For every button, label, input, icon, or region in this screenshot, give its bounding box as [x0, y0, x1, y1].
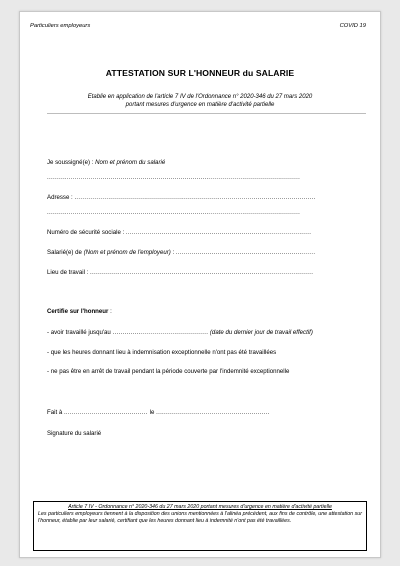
adresse-dots: .........................................................................................................................: [74, 194, 316, 201]
salarie-field[interactable]: [47, 249, 360, 256]
secu-field[interactable]: [47, 229, 360, 236]
soussigne-line[interactable]: [47, 174, 360, 181]
secu-label: Numéro de sécurité sociale :: [47, 229, 126, 236]
certifie-heading: [47, 308, 360, 315]
le-label: le: [149, 409, 157, 416]
salarie-hint: (Nom et prénom de l'employeur): [83, 249, 171, 256]
adresse-dots-2: ...............................................................................................................................: [47, 209, 301, 216]
item1-hint: (date du dernier jour de travail effectif): [208, 329, 313, 336]
item1-dots: ................................................: [112, 329, 209, 336]
fait-field[interactable]: [47, 409, 360, 416]
fait-dots: ..........................................: [63, 409, 150, 416]
adresse-line-2[interactable]: [47, 209, 360, 216]
certifie-heading-text: Certifie sur l'honneur: [47, 308, 109, 315]
soussigne-label: Je soussigné(e) :: [47, 159, 96, 166]
soussigne-field[interactable]: [47, 159, 360, 166]
subtitle-line-1: Etablie en application de l'article 7 IV de l'Ordonnance n° 2020-346 du 27 mars 2020: [87, 94, 313, 100]
soussigne-dots: ...............................................................................................................................: [47, 174, 301, 181]
legal-footer-box: [33, 501, 367, 551]
signature-label: Signature du salarié: [47, 430, 102, 437]
adresse-label: Adresse :: [47, 194, 75, 201]
salarie-label: Salarié(e) de: [47, 249, 84, 256]
fait-label: Fait à: [47, 409, 64, 416]
soussigne-hint: Nom et prénom du salarié: [95, 159, 166, 166]
certifie-item-3: - ne pas être en arrêt de travail pendant la période couverte par l'indemnité exceptionnelle: [47, 368, 290, 375]
title-divider: [47, 113, 366, 114]
document-title: ATTESTATION SUR L'HONNEUR du SALARIE: [105, 68, 295, 78]
salarie-colon: :: [170, 249, 176, 256]
salarie-dots: ......................................................................: [175, 249, 316, 256]
certifie-item-2: - que les heures donnant lieu à indemnisation exceptionnelle n'ont pas été travaillées: [47, 349, 277, 356]
header-left: Particuliers employeurs: [30, 23, 91, 29]
item1-label: - avoir travaillé jusqu'au: [47, 329, 113, 336]
certifie-item-1[interactable]: [47, 329, 360, 336]
certifie-heading-colon: :: [108, 308, 112, 315]
le-dots: .........................................................: [156, 409, 270, 416]
secu-dots: .............................................................................................: [125, 229, 312, 236]
lieu-dots: ................................................................................................................: [90, 269, 314, 276]
document-page: [19, 11, 381, 558]
lieu-label: Lieu de travail :: [47, 269, 91, 276]
footer-text: Les particuliers employeurs tiennent à la disposition des unions mentionnées à l'alinéa précédent, aux fins de contrôle, une attestation sur l'honneur, établie par leur salarié, certifiant que les heures donnant lieu à indemnité n'ont pas été travaillées.: [38, 510, 362, 524]
header-right: COVID 19: [339, 23, 366, 29]
lieu-field[interactable]: [47, 269, 360, 276]
subtitle-line-2: portant mesures d'urgence en matière d'activité partielle: [125, 102, 275, 108]
footer-heading: Article 7 IV - Ordonnance n° 2020-346 du 27 mars 2020 portant mesures d'urgence en matière d'activité partielle: [68, 504, 332, 510]
adresse-field[interactable]: [47, 194, 360, 201]
